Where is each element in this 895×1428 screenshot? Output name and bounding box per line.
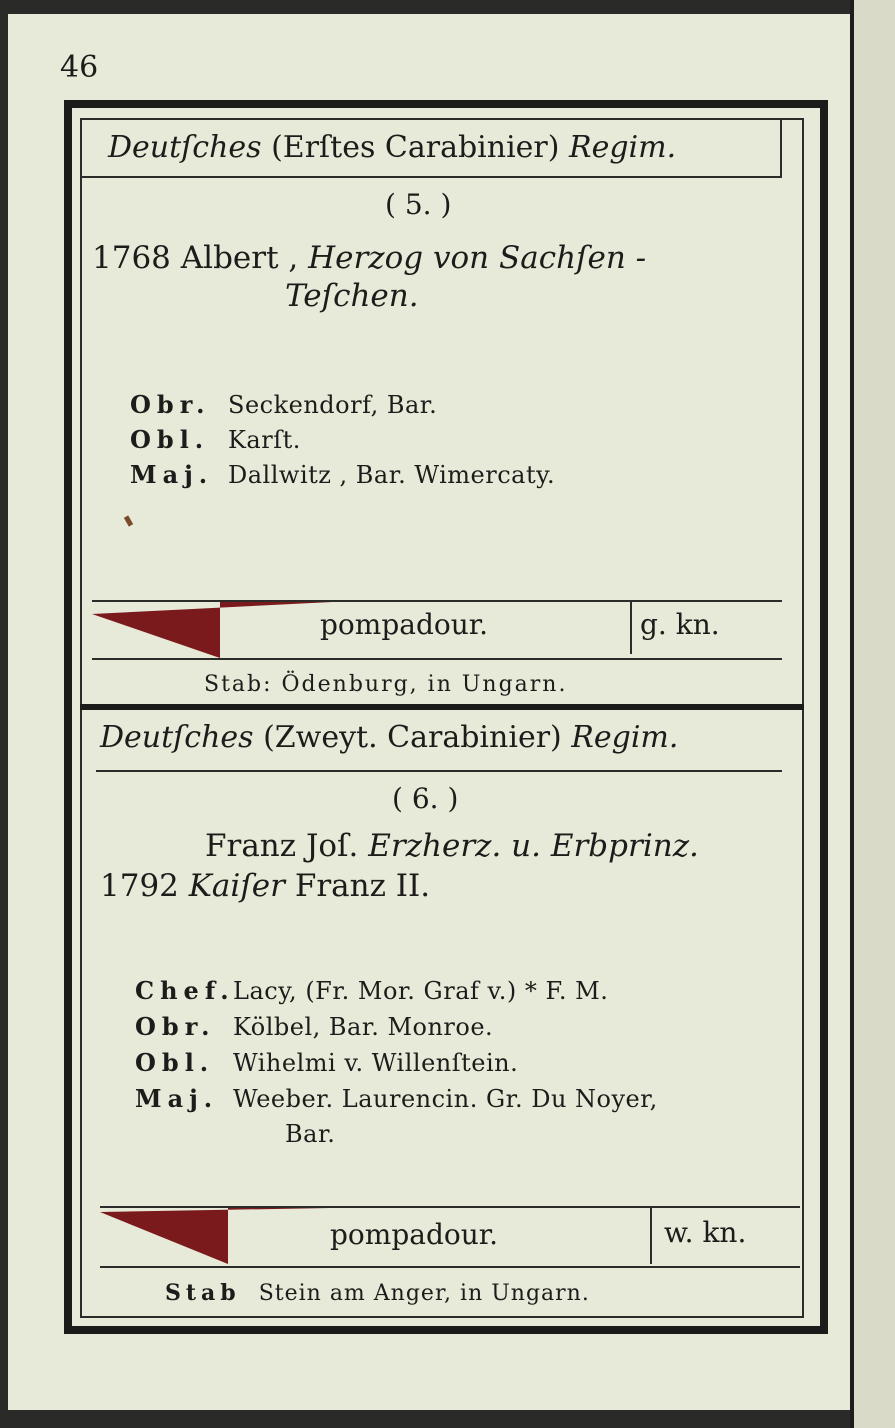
button-color-1: g. kn. bbox=[640, 608, 720, 641]
heading-rule-2 bbox=[96, 770, 782, 772]
owner-line-2: 1792 Kaiſer Franz II. bbox=[100, 868, 431, 904]
owner-line-2: Teſchen. bbox=[285, 278, 419, 314]
section-divider bbox=[80, 704, 804, 710]
officer-row: Chef.Lacy, (Fr. Mor. Graf v.) * F. M. bbox=[135, 976, 609, 1005]
scan-border-top bbox=[0, 0, 895, 14]
regiment-heading-2: Deutſches (Zweyt. Carabinier) Regim. bbox=[100, 720, 679, 755]
facing-page-edge bbox=[850, 0, 895, 1428]
stab-line-1: Stab: Ödenburg, in Ungarn. bbox=[204, 672, 568, 697]
regiment-number-1: ( 5. ) bbox=[385, 188, 452, 221]
table-frame-inner bbox=[80, 118, 804, 1318]
color-row-divider-2 bbox=[650, 1208, 652, 1264]
officer-row: Obr. Kölbel, Bar. Monroe. bbox=[135, 1012, 494, 1041]
officer-row: Maj. Weeber. Laurencin. Gr. Du Noyer, bbox=[135, 1084, 658, 1113]
officer-row: Obr. Seckendorf, Bar. bbox=[130, 390, 438, 419]
officer-row: Obl. Karſt. bbox=[130, 425, 301, 454]
regiment-number-2: ( 6. ) bbox=[392, 782, 459, 815]
owner-line-1: 1768 Albert , Herzog von Sachſen - bbox=[92, 240, 647, 276]
facing-color-1: pompadour. bbox=[320, 608, 488, 641]
owner-line-1: Franz Joſ. Erzherz. u. Erbprinz. bbox=[205, 828, 699, 864]
regiment-heading-1: Deutſches (Erſtes Carabinier) Regim. bbox=[108, 130, 677, 165]
page-number: 46 bbox=[60, 50, 99, 85]
color-row-divider-1 bbox=[630, 602, 632, 654]
heading-rule-1 bbox=[82, 176, 782, 178]
color-row-rule-bottom-2 bbox=[100, 1266, 800, 1268]
facing-color-swatch-1 bbox=[92, 598, 332, 660]
swatch-shape bbox=[92, 602, 332, 658]
stab-line-2: Stab Stein am Anger, in Ungarn. bbox=[165, 1280, 590, 1306]
facing-color-swatch-2 bbox=[100, 1204, 330, 1266]
heading-edge-1 bbox=[780, 118, 782, 178]
officer-continuation: Bar. bbox=[285, 1120, 336, 1148]
officer-row: Maj. Dallwitz , Bar. Wimercaty. bbox=[130, 460, 556, 489]
color-row-rule-bottom-1 bbox=[92, 658, 782, 660]
officer-row: Obl. Wihelmi v. Willenſtein. bbox=[135, 1048, 519, 1077]
button-color-2: w. kn. bbox=[664, 1216, 747, 1249]
facing-color-2: pompadour. bbox=[330, 1218, 498, 1251]
swatch-shape bbox=[100, 1208, 330, 1264]
